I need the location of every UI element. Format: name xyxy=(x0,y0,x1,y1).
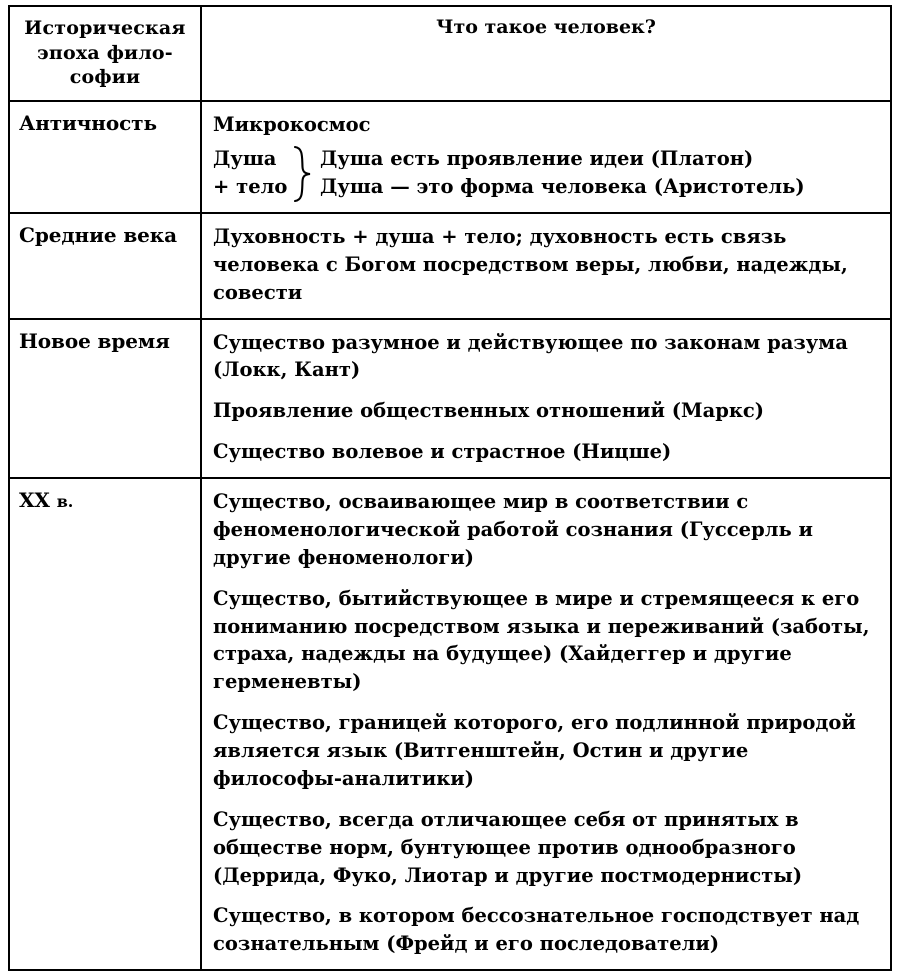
definition-paragraph: Существо, в котором бессознательное господствует над сознательным (Фрейд и его последователи) xyxy=(213,904,860,956)
definition-paragraph: Существо волевое и страстное (Ницше) xyxy=(213,440,672,464)
epoch-label-modern-age: Новое время xyxy=(9,319,201,479)
epoch-label-twentieth-century xyxy=(9,478,201,970)
definition-cell-middle-ages xyxy=(201,213,891,319)
brace-right-definitions xyxy=(314,145,881,203)
definition-paragraph: Микрокосмос xyxy=(213,113,371,137)
table-row xyxy=(9,213,891,319)
brace-left-line-1: Душа xyxy=(213,146,277,170)
definition-paragraph: Существо, бытийствующее в мире и стремящееся к его пониманию посредством языка и переживаний (заботы, страха, надежды на будущее) (Хайдеггер и другие герменевты) xyxy=(213,586,870,694)
table-row xyxy=(9,101,891,213)
epoch-label-century-number: XX xyxy=(19,488,50,513)
epoch-label-antiquity: Античность xyxy=(9,101,201,213)
column-header-epoch-line-1: Историческая xyxy=(24,17,186,39)
brace-right-line-1: Душа есть проявление идеи (Платон) xyxy=(320,146,754,170)
column-header-definition: Что такое человек? xyxy=(201,6,891,101)
philosophy-epochs-table xyxy=(8,5,892,971)
table-row xyxy=(9,478,891,970)
brace-right-line-2: Душа — это форма человека (Аристотель) xyxy=(320,174,805,198)
table-row xyxy=(9,319,891,479)
column-header-epoch-line-2: эпоха фило- xyxy=(37,41,173,64)
definition-paragraph: Существо, границей которого, его подлинной природой является язык (Витгенштейн, Остин и другие философы-аналитики) xyxy=(213,711,856,790)
definition-paragraph: Существо разумное и действующее по законам разума (Локк, Кант) xyxy=(213,330,848,382)
definition-paragraph: Духовность + душа + тело; духовность есть связь человека с Богом посредством веры, любви, надежды, совести xyxy=(213,224,848,304)
table-header xyxy=(9,6,891,101)
definition-cell-modern-age xyxy=(201,319,891,479)
definition-paragraph: Существо, всегда отличающее себя от принятых в обществе норм, бунтующее против однообразного (Деррида, Фуко, Лиотар и другие постмодернисты) xyxy=(213,807,803,887)
column-header-epoch xyxy=(9,6,201,101)
soul-body-brace-block xyxy=(213,145,881,203)
table-header-row xyxy=(9,6,891,101)
definition-cell-antiquity xyxy=(201,101,891,213)
definition-paragraph: Существо, осваивающее мир в соответствии с феноменологической работой сознания (Гуссерль и другие феноменологи) xyxy=(213,490,813,569)
brace-left-terms xyxy=(213,145,292,203)
brace-left-line-2: + тело xyxy=(213,174,288,198)
right-curly-brace-icon xyxy=(292,145,314,203)
definition-cell-twentieth-century xyxy=(201,478,891,970)
epoch-label-century-suffix: в. xyxy=(56,492,74,512)
column-header-epoch-line-3: софии xyxy=(69,66,141,89)
epoch-label-middle-ages: Средние века xyxy=(9,213,201,319)
definition-paragraph: Проявление общественных отношений (Маркс) xyxy=(213,399,765,423)
table-body xyxy=(9,101,891,970)
